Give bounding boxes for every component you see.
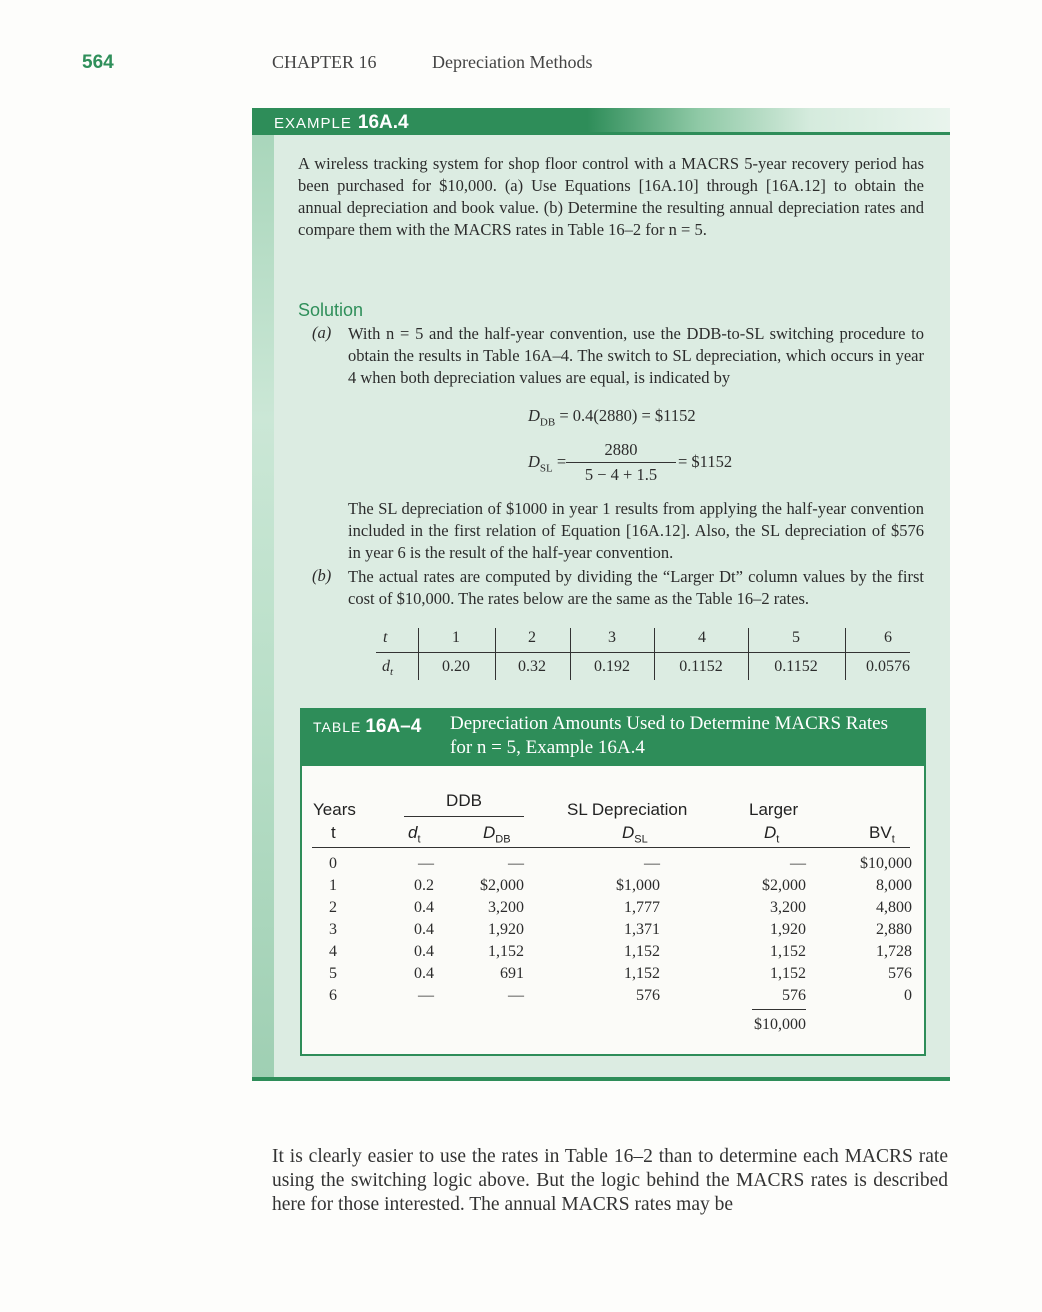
col-bv-subscript: t — [891, 833, 895, 846]
cell-book-value: 576 — [888, 965, 912, 982]
col-dt-symbol: d — [408, 823, 418, 842]
rates-d-label — [382, 658, 393, 678]
cell-year: 2 — [329, 899, 337, 916]
table-title — [450, 712, 888, 760]
cell-year: 1 — [329, 877, 337, 894]
example-label — [274, 112, 409, 134]
cell-year: 6 — [329, 987, 337, 1004]
rates-col-sep — [418, 628, 419, 680]
col-sl-amt-header — [622, 823, 648, 845]
part-b-label: (b) — [312, 566, 332, 585]
equation-ddb — [528, 406, 696, 428]
col-dt-subscript: t — [417, 833, 421, 846]
part-b-text: The actual rates are computed by dividing the “Larger Dt” column values by the first cost of $10,000. The rates below are the same as the Table 16–2 rates. — [348, 567, 924, 608]
cell-sl-amount: — — [644, 855, 660, 872]
cell-sl-amount: $1,000 — [616, 877, 660, 894]
col-bv-header — [869, 823, 895, 845]
col-bv-symbol: BV — [869, 823, 892, 842]
table-label — [313, 716, 421, 738]
rates-col-sep — [570, 628, 571, 680]
ddb-group-rule — [404, 816, 524, 817]
rates-col-sep — [748, 628, 749, 680]
rates-value: 0.1152 — [774, 658, 818, 675]
cell-larger-amount: 1,152 — [770, 965, 806, 982]
table-header-rule — [312, 847, 910, 848]
cell-sl-amount: 576 — [636, 987, 660, 1004]
eq1-symbol: D — [528, 406, 540, 425]
table-label-word: TABLE — [313, 719, 362, 735]
example-bottom-rule — [252, 1077, 950, 1081]
total-rule — [752, 1009, 806, 1010]
rates-divider — [376, 652, 910, 653]
table-title-line1: Depreciation Amounts Used to Determine MACRS Rates — [450, 713, 888, 734]
col-larger-symbol: D — [764, 823, 777, 842]
col-dt-header — [408, 823, 421, 845]
col-larger-amt-header — [764, 823, 779, 845]
col-sl-subscript: SL — [634, 833, 648, 846]
rates-col-sep — [845, 628, 846, 680]
cell-ddb-rate: 0.4 — [414, 965, 434, 982]
solution-heading: Solution — [298, 300, 364, 320]
part-a-text: With n = 5 and the half-year convention, use the DDB-to-SL switching procedure to obtain the results in Table 16A–4. The switch to SL depreciation, which occurs in year 4 when both depreciation values are equal, is indicated by — [348, 324, 924, 387]
cell-larger-amount: — — [790, 855, 806, 872]
rates-col-sep — [654, 628, 655, 680]
rates-year: 6 — [884, 629, 892, 646]
eq1-subscript: DB — [539, 416, 556, 429]
cell-sl-amount: 1,777 — [624, 899, 660, 916]
cell-book-value: $10,000 — [860, 855, 912, 872]
part-a-label: (a) — [312, 323, 332, 342]
col-sl-symbol: D — [622, 823, 635, 842]
table-number: 16A–4 — [365, 716, 422, 737]
cell-year: 0 — [329, 855, 337, 872]
eq2-subscript: SL — [539, 462, 553, 475]
equation-sl-rhs: = $1152 — [678, 452, 733, 471]
example-problem-text: A wireless tracking system for shop floor control with a MACRS 5-year recovery period has been purchased for $10,000. (a) Use Equations [16A.10] through [16A.12] to obtain the annual depreciation and book value. (b) Determine the resulting annual depreciation rates and compare them with the MACRS rates in Table 16–2 for n = 5. — [298, 154, 924, 239]
col-years-header: Years — [313, 800, 356, 819]
equation-sl-denominator: 5 − 4 + 1.5 — [584, 465, 658, 484]
example-number: 16A.4 — [357, 112, 409, 133]
cell-ddb-amount: $2,000 — [480, 877, 524, 894]
col-ddb-group-header: DDB — [446, 791, 482, 810]
page-number: 564 — [82, 52, 114, 73]
larger-total: $10,000 — [754, 1016, 806, 1033]
cell-larger-amount: $2,000 — [762, 877, 806, 894]
rates-year: 4 — [698, 629, 706, 646]
col-larger-header: Larger — [749, 800, 799, 819]
example-side-stripe — [252, 135, 274, 1079]
cell-sl-amount: 1,152 — [624, 943, 660, 960]
rates-year: 2 — [528, 629, 536, 646]
cell-book-value: 4,800 — [876, 899, 912, 916]
chapter-title: Depreciation Methods — [432, 52, 593, 72]
cell-book-value: 0 — [904, 987, 912, 1004]
rates-value: 0.32 — [518, 658, 546, 675]
equation-sl-numerator: 2880 — [604, 440, 638, 459]
cell-year: 4 — [329, 943, 337, 960]
cell-ddb-rate: — — [418, 855, 434, 872]
cell-ddb-amount: — — [508, 855, 524, 872]
part-a-followup-text: The SL depreciation of $1000 in year 1 results from applying the half-year convention included in the first relation of Equation [16A.12]. Also, the SL depreciation of $576 in year 6 is the result of the half-year convention. — [348, 499, 924, 562]
equation-sl-fraction-bar — [566, 462, 676, 463]
rates-d-symbol: d — [382, 658, 390, 675]
cell-larger-amount: 1,920 — [770, 921, 806, 938]
cell-ddb-rate: 0.4 — [414, 921, 434, 938]
cell-larger-amount: 3,200 — [770, 899, 806, 916]
cell-ddb-rate: 0.4 — [414, 943, 434, 960]
cell-ddb-amount: 691 — [500, 965, 524, 982]
cell-ddb-rate: 0.2 — [414, 877, 434, 894]
rates-value: 0.20 — [442, 658, 470, 675]
example-label-word: EXAMPLE — [274, 115, 352, 132]
cell-ddb-rate: 0.4 — [414, 899, 434, 916]
cell-year: 5 — [329, 965, 337, 982]
cell-book-value: 1,728 — [876, 943, 912, 960]
rates-year: 5 — [792, 629, 800, 646]
rates-col-sep — [495, 628, 496, 680]
col-ddb-header — [483, 823, 511, 845]
eq2-equals: = — [552, 452, 567, 471]
cell-ddb-rate: — — [418, 987, 434, 1004]
chapter-label: CHAPTER 16 — [272, 52, 377, 72]
equation-sl-lhs — [528, 452, 566, 474]
col-ddb-subscript: DB — [495, 833, 511, 846]
col-larger-subscript: t — [776, 833, 780, 846]
table-title-line2: for n = 5, Example 16A.4 — [450, 737, 645, 758]
cell-ddb-amount: 3,200 — [488, 899, 524, 916]
rates-value: 0.0576 — [866, 658, 910, 675]
rates-year: 3 — [608, 629, 616, 646]
cell-sl-amount: 1,152 — [624, 965, 660, 982]
rates-year: 1 — [452, 629, 460, 646]
cell-larger-amount: 576 — [782, 987, 806, 1004]
col-sl-header: SL Depreciation — [567, 800, 688, 819]
rates-t-label: t — [383, 629, 388, 646]
cell-sl-amount: 1,371 — [624, 921, 660, 938]
body-paragraph: It is clearly easier to use the rates in Table 16–2 than to determine each MACRS rate using the switching logic above. But the logic behind the MACRS rates is described here for those interested. The annual MACRS rates may be — [272, 1146, 948, 1215]
col-ddb-symbol: D — [483, 823, 496, 842]
rates-d-subscript: t — [390, 666, 394, 679]
cell-ddb-amount: 1,920 — [488, 921, 524, 938]
cell-year: 3 — [329, 921, 337, 938]
cell-ddb-amount: 1,152 — [488, 943, 524, 960]
cell-ddb-amount: — — [508, 987, 524, 1004]
rates-value: 0.1152 — [679, 658, 723, 675]
col-t-header: t — [331, 823, 336, 842]
cell-book-value: 8,000 — [876, 877, 912, 894]
eq1-rhs: = 0.4(2880) = $1152 — [555, 406, 696, 425]
cell-larger-amount: 1,152 — [770, 943, 806, 960]
cell-book-value: 2,880 — [876, 921, 912, 938]
eq2-symbol: D — [528, 452, 540, 471]
rates-value: 0.192 — [594, 658, 630, 675]
